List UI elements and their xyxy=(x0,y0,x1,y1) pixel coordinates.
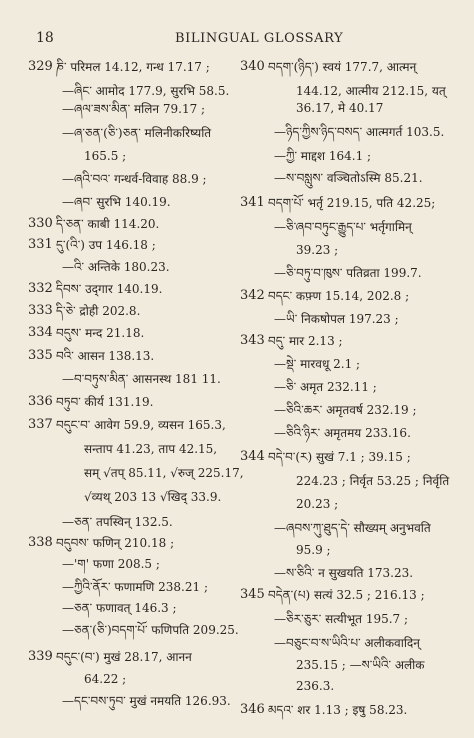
entry-text: མདའ་ शर 1.13 ; इषु 58.23. xyxy=(268,703,408,717)
glossary-subentry xyxy=(240,656,458,674)
entry-text: सम् √तप् 85.11, √रुज् 225.17, xyxy=(84,466,244,480)
glossary-entry xyxy=(28,393,250,411)
entry-text: —ཅིར་ཅུར་ सत्यीभूत 195.7 ; xyxy=(274,612,409,626)
glossary-subentry xyxy=(240,310,458,328)
entry-text: —འི་ अन्तिके 180.23. xyxy=(62,260,170,274)
entry-text: —ཉིད་ཀྱིས་ཉིད་བསད་ आत्मगर्त 103.5. xyxy=(274,125,445,139)
glossary-subentry xyxy=(240,564,458,582)
entry-text: 95.9 ; xyxy=(296,543,331,557)
glossary-subentry xyxy=(240,610,458,628)
glossary-subentry xyxy=(28,599,250,617)
entry-text: 20.23 ; xyxy=(296,497,339,511)
glossary-subentry xyxy=(240,355,458,373)
entry-text: 39.23 ; xyxy=(296,243,339,257)
entry-number: 343 xyxy=(240,333,265,348)
entry-text: —ཅི་ཞབ་བཏུང་རྒྱུད་པ་ भर्तृगामिन् xyxy=(274,220,412,234)
entry-text: —བཅུང་བ་ས་ཡིའི་པ་ अलीकवादिन् xyxy=(274,636,420,650)
entry-number: 331 xyxy=(28,237,53,252)
entry-number: 345 xyxy=(240,587,265,602)
entry-text: བདེན་(པ) सत्यं 32.5 ; 216.13 ; xyxy=(268,588,425,602)
entry-text: བདུས་ मन्द 21.18. xyxy=(56,326,145,340)
glossary-subentry xyxy=(28,692,250,710)
glossary-subentry xyxy=(240,147,458,165)
entry-text: དི་ཅན་ काबी 114.20. xyxy=(56,217,160,231)
glossary-subentry xyxy=(28,170,250,188)
glossary-subentry xyxy=(28,147,250,165)
glossary-entry xyxy=(240,448,458,466)
glossary-entry xyxy=(28,648,250,666)
glossary-subentry xyxy=(28,464,250,482)
entry-number: 340 xyxy=(240,59,265,74)
glossary-entry xyxy=(28,58,250,76)
glossary-entry xyxy=(28,416,250,434)
glossary-entry xyxy=(28,534,250,552)
entry-text: བདུང་བ་ आवेग 59.9, व्यसन 165.3, xyxy=(56,418,226,432)
entry-number: 344 xyxy=(240,449,265,464)
entry-text: —'ག' फणा 208.5 ; xyxy=(62,557,160,571)
entry-text: —ཅིའི་ཆར་ अमृतवर्ष 232.19 ; xyxy=(274,403,417,417)
entry-text: —ས་བསླུས་ वञ्चितोऽस्मि 85.21. xyxy=(274,171,423,185)
entry-number: 339 xyxy=(28,649,53,664)
page-number: 18 xyxy=(36,30,54,46)
entry-text: —ཞབས་ཀུ་ཐུད་དེ་ सौख्यम् अनुभवति xyxy=(274,521,431,535)
glossary-entry xyxy=(240,58,458,76)
entry-text: ཎི་ परिमल 14.12, गन्ध 17.17 ; xyxy=(56,60,210,74)
entry-number: 342 xyxy=(240,288,265,303)
entry-number: 346 xyxy=(240,702,265,717)
entry-text: བཏུབ་ कीर्य 131.19. xyxy=(56,395,154,409)
glossary-subentry xyxy=(240,401,458,419)
glossary-subentry xyxy=(28,578,250,596)
entry-number: 332 xyxy=(28,281,53,296)
entry-text: བའི་ आसन 138.13. xyxy=(56,349,155,363)
entry-number: 336 xyxy=(28,394,53,409)
entry-text: —ཡི་ निकषोपल 197.23 ; xyxy=(274,312,399,326)
glossary-subentry xyxy=(240,519,458,537)
glossary-entry xyxy=(240,287,458,305)
glossary-subentry xyxy=(28,193,250,211)
glossary-entry xyxy=(240,586,458,604)
entry-number: 341 xyxy=(240,195,265,210)
glossary-subentry xyxy=(240,634,458,652)
entry-text: —ཅིའི་ཉིར་ अमृतमय 233.16. xyxy=(274,426,411,440)
entry-number: 337 xyxy=(28,417,53,432)
glossary-entry xyxy=(240,332,458,350)
entry-text: བདུ་ मार 2.13 ; xyxy=(268,334,343,348)
entry-text: བདག་པོ་ भर्तृ 219.15, पति 42.25; xyxy=(268,196,436,210)
glossary-subentry xyxy=(240,378,458,396)
entry-text: དི་ཅེ་ द्रोही 202.8. xyxy=(56,304,141,318)
entry-text: —ཅི་ अमृत 232.11 ; xyxy=(274,380,377,394)
glossary-subentry xyxy=(28,555,250,573)
entry-text: —ས་ཅིའི་ न सुखयति 173.23. xyxy=(274,566,414,580)
entry-text: —ཞིང་ आमोद 177.9, सुरभि 58.5. xyxy=(62,84,230,98)
glossary-subentry xyxy=(28,100,250,118)
entry-text: सन्ताप 41.23, ताप 42.15, xyxy=(84,442,218,456)
entry-text: བདུབས་ फणिन् 210.18 ; xyxy=(56,536,175,550)
glossary-subentry xyxy=(240,99,458,117)
glossary-subentry xyxy=(240,677,458,695)
glossary-subentry xyxy=(28,488,250,506)
entry-text: 64.22 ; xyxy=(84,672,127,686)
glossary-subentry xyxy=(28,670,250,688)
glossary-subentry xyxy=(240,472,458,490)
glossary-entry xyxy=(28,347,250,365)
entry-text: —ཀྱི་ माद्दश 164.1 ; xyxy=(274,149,372,163)
entry-number: 333 xyxy=(28,303,53,318)
entry-text: བདང་ कफ़्ण 15.14, 202.8 ; xyxy=(268,289,410,303)
glossary-subentry xyxy=(240,541,458,559)
entry-text: 165.5 ; xyxy=(84,149,127,163)
entry-number: 334 xyxy=(28,325,53,340)
entry-text: 235.15 ; —ས་ཡིའི་ अलीक xyxy=(296,658,425,672)
entry-text: 224.23 ; निर्वृत 53.25 ; निर्वृति xyxy=(296,474,450,488)
entry-text: —ཅི་བཏུ་བ་ཁུས་ पतिव्रता 199.7. xyxy=(274,266,422,280)
entry-text: —ཅན་ तपस्विन् 132.5. xyxy=(62,515,173,529)
glossary-subentry xyxy=(28,440,250,458)
glossary-entry xyxy=(28,215,250,233)
glossary-entry xyxy=(28,236,250,254)
entry-text: —དང་བས་ཏུབ་ मुखं नमयति 126.93. xyxy=(62,694,231,708)
entry-number: 330 xyxy=(28,216,53,231)
entry-text: —ཞབ་ सुरभि 140.19. xyxy=(62,195,171,209)
glossary-subentry xyxy=(28,82,250,100)
glossary-subentry xyxy=(28,370,250,388)
entry-text: —ཞ་ཅན་(ཅི་)ཅན་ मलिनीकरिष्यति xyxy=(62,126,212,140)
entry-text: དིབས་ उद्‌गार 140.19. xyxy=(56,282,163,296)
entry-number: 338 xyxy=(28,535,53,550)
entry-text: —ཞལ་ཟས་མིན་ मलिन 79.17 ; xyxy=(62,102,206,116)
glossary-subentry xyxy=(28,124,250,142)
entry-number: 335 xyxy=(28,348,53,363)
page-header xyxy=(0,30,474,50)
entry-text: —སྡེ་ मारवधू 2.1 ; xyxy=(274,357,361,371)
entry-text: √व्यथ् 203 13 √खिद् 33.9. xyxy=(84,490,222,504)
glossary-subentry xyxy=(240,241,458,259)
glossary-subentry xyxy=(240,123,458,141)
glossary-entry xyxy=(28,302,250,320)
entry-text: —བ་བཏུས་མིན་ आसनस्थ 181 11. xyxy=(62,372,221,386)
entry-text: —ཅན་ फणावत् 146.3 ; xyxy=(62,601,177,615)
entry-number: 329 xyxy=(28,59,53,74)
glossary-subentry xyxy=(240,82,458,100)
glossary-subentry xyxy=(240,218,458,236)
entry-text: བདག་(ཉིད་) स्वयं 177.7, आत्मन् xyxy=(268,60,417,74)
glossary-entry xyxy=(28,280,250,298)
glossary-subentry xyxy=(28,513,250,531)
entry-text: དུ་(འི་) उप 146.18 ; xyxy=(56,238,156,252)
entry-text: 36.17, मे 40.17 xyxy=(296,101,384,115)
entry-text: བདུང་(བ་) मुखं 28.17, आनन xyxy=(56,650,192,664)
glossary-entry xyxy=(240,194,458,212)
glossary-entry xyxy=(28,324,250,342)
entry-text: —ཀྱིའི་ནོར་ फणामणि 238.21 ; xyxy=(62,580,208,594)
entry-text: —ཅན་(ཅི་)བདག་པོ་ फणिपति 209.25. xyxy=(62,623,239,637)
glossary-subentry xyxy=(240,495,458,513)
glossary-entry xyxy=(240,701,458,719)
entry-text: 144.12, आत्मीय 212.15, यत् xyxy=(296,84,446,98)
glossary-subentry xyxy=(28,258,250,276)
entry-text: —ཞའི་བའ་ गन्धर्व-विवाह 88.9 ; xyxy=(62,172,207,186)
entry-text: 236.3. xyxy=(296,679,335,693)
glossary-subentry xyxy=(28,621,250,639)
glossary-subentry xyxy=(240,264,458,282)
glossary-subentry xyxy=(240,169,458,187)
entry-text: བདེ་བ་(ར) सुखं 7.1 ; 39.15 ; xyxy=(268,450,411,464)
glossary-subentry xyxy=(240,424,458,442)
running-title: BILINGUAL GLOSSARY xyxy=(175,31,344,46)
